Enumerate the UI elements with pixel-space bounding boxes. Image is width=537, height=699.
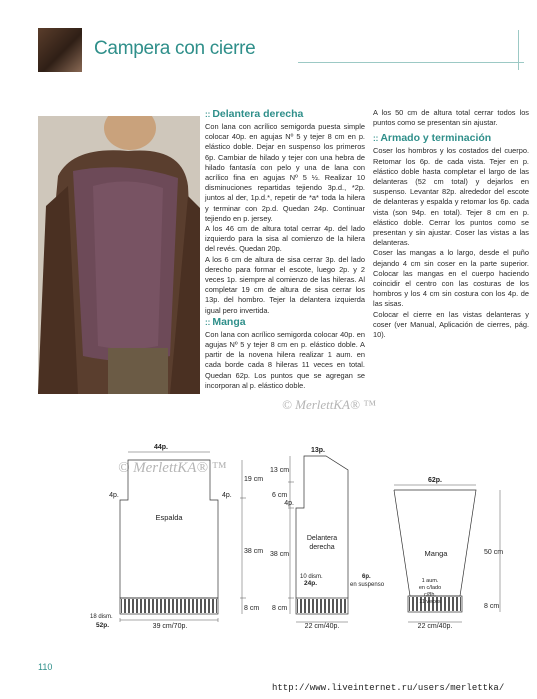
section-heading-manga: :: Manga xyxy=(205,315,246,328)
espalda-top-label: 44p. xyxy=(153,444,169,451)
delantera-h4-label: 8 cm xyxy=(272,605,288,612)
section-heading-armado: :: Armado y terminación xyxy=(373,132,492,145)
espalda-bottom-label: 39 cm/70p. xyxy=(152,623,188,630)
page-number: 110 xyxy=(38,662,53,672)
paragraph: Coser las mangas a lo largo, desde el puño dejando 4 cm sin coser en la parte superior. Colocar las mangas en el cuerpo haciendo coincidir el centro con las costuras de los hombros y los 4 cm sin costura con los 4p. de las sisas. xyxy=(373,248,529,309)
espalda-side-label: 4p. xyxy=(109,492,119,499)
espalda-side-label-right: 4p. xyxy=(222,492,232,499)
espalda-name: Espalda xyxy=(155,513,183,522)
section-heading-delantera: :: Delantera derecha xyxy=(205,108,304,120)
delantera-dism-points: 24p. xyxy=(304,580,318,587)
delantera-side-label: 4p. xyxy=(284,500,294,507)
manga-top-label: 62p. xyxy=(427,477,443,484)
delantera-susp-points: 6p. xyxy=(362,574,371,580)
espalda-h1-label: 19 cm xyxy=(244,476,264,483)
paragraph: A los 50 cm de altura total cerrar todos los puntos como se presentan sin ajustar. xyxy=(373,108,529,128)
delantera-bottom-label: 22 cm/40p. xyxy=(304,623,340,630)
manga-aum-4: 11 veces xyxy=(419,599,441,605)
espalda-h2-label: 38 cm xyxy=(244,548,264,555)
delantera-name-2: derecha xyxy=(309,544,335,551)
paragraph: Coser los hombros y los costados del cuerpo. Retomar los 6p. de cada vista. Tejer en p. elástico doble hasta completar el largo de las delanteras (52 cm total) y dejarlos en suspenso. Levantar 82p. alrededor del escote de delanteras y espalda y retomar los 6p. cada vista (son 94p. en total). Tejer 8 cm en p. elástico doble. Cerrar los puntos como se presentan y sin ajustar. Coser las vistas a las delanteras. xyxy=(373,146,529,248)
espalda-dism-points: 52p. xyxy=(96,622,110,629)
delantera-top-label: 13p. xyxy=(311,447,326,454)
delantera-dism-label: 10 dism. xyxy=(300,574,323,580)
delantera-name: Delantera xyxy=(306,535,338,542)
manga-bottom-label: 22 cm/40p. xyxy=(417,623,453,630)
manga-name: Manga xyxy=(424,549,448,558)
manga-h1-label: 50 cm xyxy=(484,549,504,556)
manga-h2-label: 8 cm xyxy=(484,603,500,610)
delantera-h3-label: 38 cm xyxy=(270,551,290,558)
paragraph: Con lana con acrílico semigorda colocar 40p. en agujas Nº 5 y tejer 8 cm en p. elástico doble. A partir de la novena hilera realizar 1 aum. en cada borde cada 8 hileras 11 veces en total. Quedan 62p. Los puntos que se agregan se incorporan al p. elástico doble. xyxy=(205,329,365,390)
paragraph: A los 6 cm de altura de sisa cerrar 3p. del lado derecho para formar el escote, luego 2p. y 2 veces 1p. siempre al comienzo de las hileras. Al completar 19 cm de altura de sisa cerrar los 13p. del hombro. Tejer la delantera izquierda igual pero invertida. xyxy=(205,254,365,315)
source-url[interactable]: http://www.liveinternet.ru/users/merlettka/ xyxy=(272,683,505,693)
paragraph: Colocar el cierre en las vistas delanteras y coser (ver Manual, Aplicación de cierres, pág. 10). xyxy=(373,309,529,340)
manga-aum-3: c/8h. xyxy=(424,592,436,598)
paragraph: Con lana con acrílico semigorda puesta simple colocar 40p. en agujas Nº 5 y tejer 8 cm en p. elástico doble. Dejar en suspenso los primeros 6p. Cambiar de hilado y tejer con una hebra de hilado fantasía con pelo y una de lana con acrílico fina en agujas Nº 5 ½. Realizar 10 disminuciones repartidas tejiendo 3p.d., *2p. juntos al der, 1p.d.*, repetir de *a* toda la hilera y terminar con 2p.d. Quedan 24p. Continuar tejiendo en p. jersey. xyxy=(205,122,365,223)
watermark: © MerlettKA® ™ xyxy=(282,397,376,412)
delantera-h2-label: 6 cm xyxy=(272,492,288,499)
manga-aum-2: en c/lado xyxy=(418,585,442,591)
manga-aum-1: 1 aum. xyxy=(421,578,439,584)
espalda-h3-label: 8 cm xyxy=(244,605,260,612)
paragraph: A los 46 cm de altura total cerrar 4p. del lado izquierdo para la sisa al comienzo de la hilera del revés. Quedan 20p. xyxy=(205,224,365,254)
espalda-dism-label: 18 dism. xyxy=(90,614,113,620)
page-title: Campera con cierre xyxy=(94,38,256,59)
delantera-susp-label: en suspenso xyxy=(350,582,385,588)
watermark: © MerlettKA® ™ xyxy=(118,460,227,476)
delantera-h1-label: 13 cm xyxy=(270,467,290,474)
